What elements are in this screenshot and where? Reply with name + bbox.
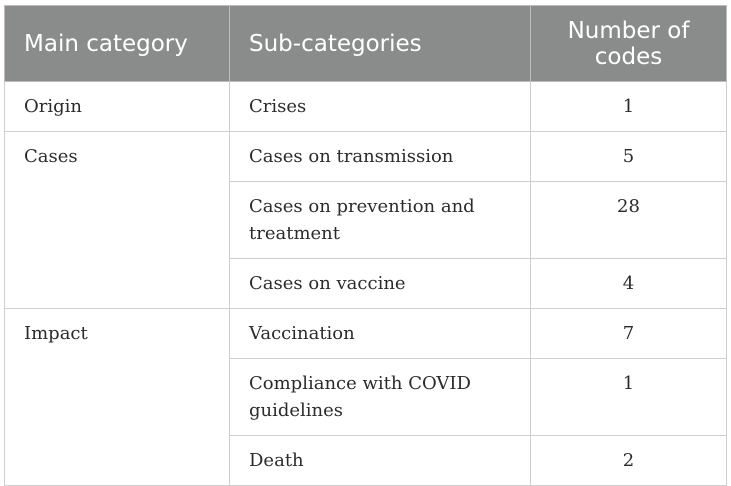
codes-table-container (4, 5, 726, 471)
sub-category-cell: Cases on vaccine (230, 259, 531, 309)
main-category-cell: Impact (5, 309, 230, 486)
code-count-cell: 7 (531, 309, 727, 359)
code-count-cell: 1 (531, 82, 727, 132)
table-row (5, 82, 727, 132)
sub-category-cell: Cases on prevention and treatment (230, 182, 531, 259)
table-row (5, 132, 727, 182)
sub-category-cell: Cases on transmission (230, 132, 531, 182)
main-category-cell: Cases (5, 132, 230, 309)
code-count-cell: 1 (531, 359, 727, 436)
header-sub-categories: Sub-categories (230, 6, 531, 82)
header-number-of-codes: Number of codes (531, 6, 727, 82)
code-count-cell: 4 (531, 259, 727, 309)
header-row (5, 6, 727, 82)
sub-category-cell: Vaccination (230, 309, 531, 359)
code-count-cell: 5 (531, 132, 727, 182)
sub-category-cell: Death (230, 436, 531, 486)
table-body (5, 82, 727, 486)
codes-table (4, 5, 727, 486)
code-count-cell: 28 (531, 182, 727, 259)
code-count-cell: 2 (531, 436, 727, 486)
main-category-cell: Origin (5, 82, 230, 132)
sub-category-cell: Compliance with COVID guidelines (230, 359, 531, 436)
sub-category-cell: Crises (230, 82, 531, 132)
table-header (5, 6, 727, 82)
table-row (5, 309, 727, 359)
header-main-category: Main category (5, 6, 230, 82)
